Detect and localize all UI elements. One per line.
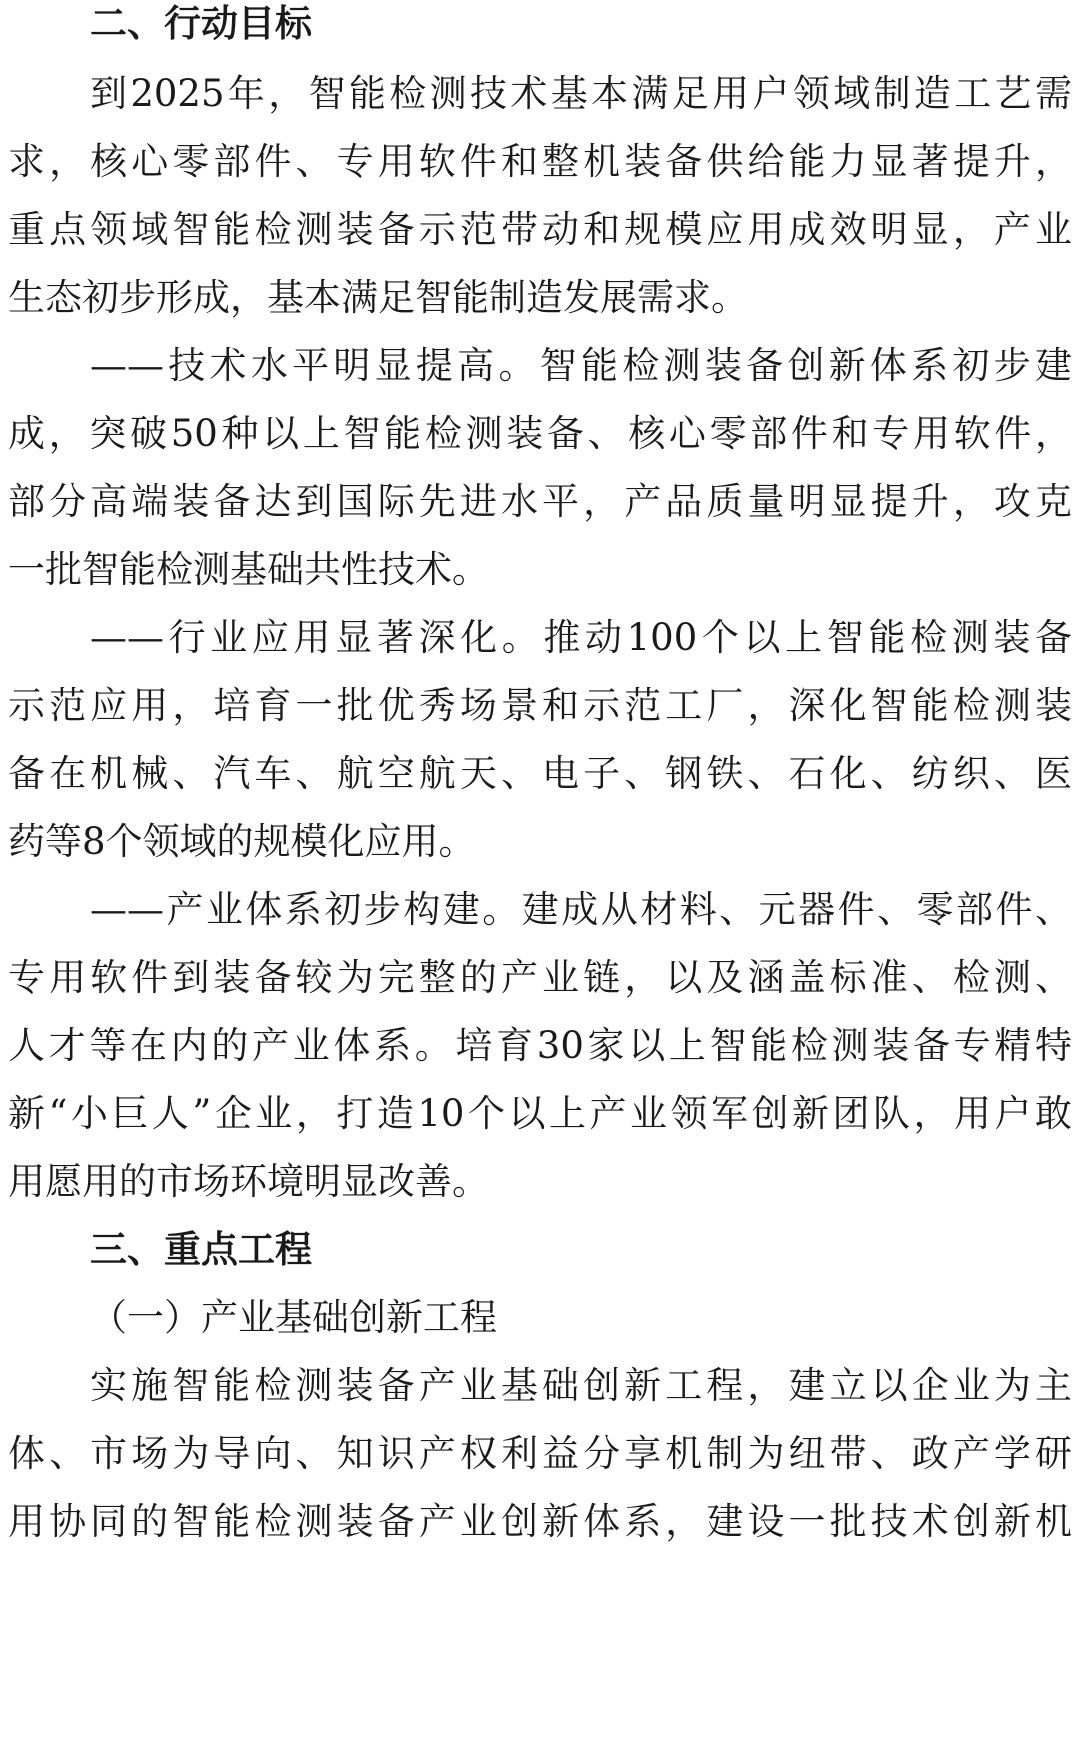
paragraph-line: 到2025年，智能检测技术基本满足用户领域制造工艺需	[90, 72, 1072, 115]
paragraph-line: ——产业体系初步构建。建成从材料、元器件、零部件、	[90, 888, 1072, 931]
paragraph-line: 重点领域智能检测装备示范带动和规模应用成效明显，产业	[8, 208, 1072, 251]
paragraph-line: 人才等在内的产业体系。培育30家以上智能检测装备专精特	[8, 1024, 1072, 1067]
paragraph-line: 专用软件到装备较为完整的产业链，以及涵盖标准、检测、	[8, 956, 1072, 999]
section-heading-key-projects: 三、重点工程	[90, 1228, 312, 1271]
paragraph-line: 体、市场为导向、知识产权利益分享机制为纽带、政产学研	[8, 1432, 1072, 1475]
paragraph-line: 生态初步形成，基本满足智能制造发展需求。	[8, 276, 748, 319]
paragraph-line: 一批智能检测基础共性技术。	[8, 548, 489, 591]
paragraph-line: 部分高端装备达到国际先进水平，产品质量明显提升，攻克	[8, 480, 1072, 523]
paragraph-line: 示范应用，培育一批优秀场景和示范工厂，深化智能检测装	[8, 684, 1072, 727]
paragraph-line: 新“小巨人”企业，打造10个以上产业领军创新团队，用户敢	[8, 1092, 1072, 1135]
subsection-heading: （一）产业基础创新工程	[90, 1296, 497, 1339]
paragraph-line: 求，核心零部件、专用软件和整机装备供给能力显著提升，	[8, 140, 1072, 183]
paragraph-line: 用协同的智能检测装备产业创新体系，建设一批技术创新机	[8, 1500, 1072, 1543]
paragraph-line: 药等8个领域的规模化应用。	[8, 820, 476, 863]
paragraph-line: ——行业应用显著深化。推动100个以上智能检测装备	[90, 616, 1072, 659]
paragraph-line: 实施智能检测装备产业基础创新工程，建立以企业为主	[90, 1364, 1072, 1407]
section-heading-goals: 二、行动目标	[90, 2, 312, 45]
paragraph-line: 备在机械、汽车、航空航天、电子、钢铁、石化、纺织、医	[8, 752, 1072, 795]
paragraph-line: 成，突破50种以上智能检测装备、核心零部件和专用软件，	[8, 412, 1072, 455]
paragraph-line: ——技术水平明显提高。智能检测装备创新体系初步建	[90, 344, 1072, 387]
paragraph-line: 用愿用的市场环境明显改善。	[8, 1160, 489, 1203]
